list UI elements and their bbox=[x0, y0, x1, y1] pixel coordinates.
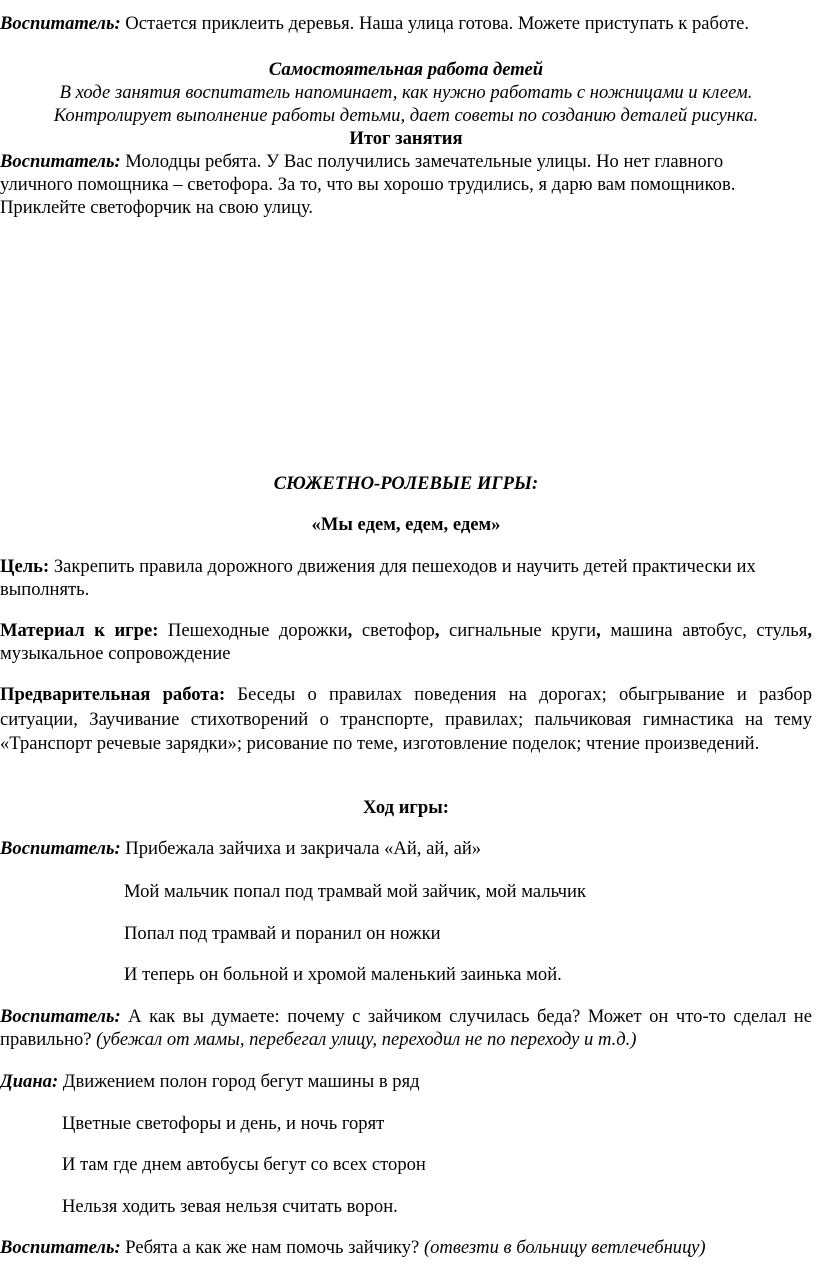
paragraph-goal bbox=[0, 555, 812, 601]
speaker-label: Диана: bbox=[0, 1071, 59, 1092]
speaker-label: Воспитатель: bbox=[0, 1237, 121, 1258]
material-label: Материал к игре: bbox=[0, 620, 159, 641]
material-comma: , bbox=[347, 620, 353, 641]
verse2-line-3: Нельзя ходить зевая нельзя считать ворон. bbox=[62, 1196, 398, 1217]
paragraph-preparation bbox=[0, 683, 812, 757]
paragraph-text: Прибежала зайчиха и закричала «Ай, ай, ай» bbox=[120, 838, 482, 859]
verse2-line-2: И там где днем автобусы бегут со всех сторон bbox=[62, 1154, 426, 1175]
paragraph-text: А как вы думаете: почему с зайчиком случилась беда? Может он что-то сделал не правильно? bbox=[0, 1006, 812, 1050]
goal-label: Цель: bbox=[0, 556, 50, 577]
verse1-line-3: И теперь он больной и хромой маленький заинька мой. bbox=[124, 964, 562, 985]
self-work-text-line-1: В ходе занятия воспитатель напоминает, как нужно работать с ножницами и клеем. bbox=[59, 82, 753, 103]
material-item: светофор bbox=[352, 620, 435, 641]
answer-text: (убежал от мамы, перебегал улицу, переходил не по переходу и т.д.) bbox=[96, 1029, 637, 1050]
self-work-text-line-2: Контролирует выполнение работы детьми, дает советы по созданию деталей рисунка. bbox=[53, 105, 759, 126]
paragraph-teacher-2 bbox=[0, 150, 800, 219]
paragraph-teacher-1 bbox=[0, 12, 812, 35]
speaker-label: Воспитатель: bbox=[0, 151, 121, 172]
material-comma: , bbox=[596, 620, 601, 641]
material-item: сигнальные круги bbox=[439, 620, 597, 641]
prep-label: Предварительная работа: bbox=[0, 684, 226, 705]
verse1-line-2: Попал под трамвай и поранил он ножки bbox=[124, 923, 441, 944]
material-item: музыкальное сопровождение bbox=[0, 643, 231, 664]
paragraph-text: Остается приклеить деревья. Наша улица готова. Можете приступать к работе. bbox=[120, 13, 750, 34]
prep-text: Беседы о правилах поведения на дорогах; обыгрывание и разбор ситуации, Заучивание стихотворений о транспорте, правилах; пальчиковая гимнастика на тему «Транспорт речевые зарядки»; рисование по теме, изготовление поделок; чтение произведений. bbox=[0, 684, 812, 754]
heading-summary: Итог занятия bbox=[349, 128, 463, 149]
heading-game-title: «Мы едем, едем, едем» bbox=[311, 514, 501, 535]
verse1-line-1: Мой мальчик попал под трамвай мой зайчик, мой мальчик bbox=[124, 881, 587, 902]
paragraph-diana bbox=[0, 1070, 812, 1093]
goal-text: Закрепить правила дорожного движения для пешеходов и научить детей практически их выполнять. bbox=[0, 556, 756, 600]
speaker-label: Воспитатель: bbox=[0, 838, 121, 859]
paragraph-material bbox=[0, 619, 812, 665]
answer-text: (отвезти в больницу ветлечебницу) bbox=[423, 1237, 706, 1258]
speaker-label: Воспитатель: bbox=[0, 1006, 121, 1027]
material-comma: , bbox=[434, 620, 440, 641]
paragraph-teacher-5 bbox=[0, 1236, 812, 1259]
heading-self-work: Самостоятельная работа детей bbox=[268, 59, 544, 80]
speaker-label: Воспитатель: bbox=[0, 13, 121, 34]
heading-role-games: СЮЖЕТНО-РОЛЕВЫЕ ИГРЫ: bbox=[273, 473, 539, 494]
verse2-line-1: Цветные светофоры и день, и ночь горят bbox=[62, 1113, 385, 1134]
paragraph-text: Молодцы ребята. У Вас получились замечательные улицы. Но нет главного уличного помощника – светофора. За то, что вы хорошо трудились, я дарю вам помощников. Приклейте светофорчик на свою улицу. bbox=[0, 151, 736, 218]
paragraph-text: Движением полон город бегут машины в ряд bbox=[58, 1071, 420, 1092]
material-item: Пешеходные дорожки bbox=[158, 620, 348, 641]
paragraph-teacher-4 bbox=[0, 1005, 812, 1051]
material-comma: , bbox=[807, 620, 812, 641]
material-item: машина автобус, стулья bbox=[600, 620, 808, 641]
paragraph-teacher-3 bbox=[0, 837, 812, 860]
paragraph-text: Ребята а как же нам помочь зайчику? bbox=[120, 1237, 424, 1258]
heading-course: Ход игры: bbox=[363, 797, 449, 818]
